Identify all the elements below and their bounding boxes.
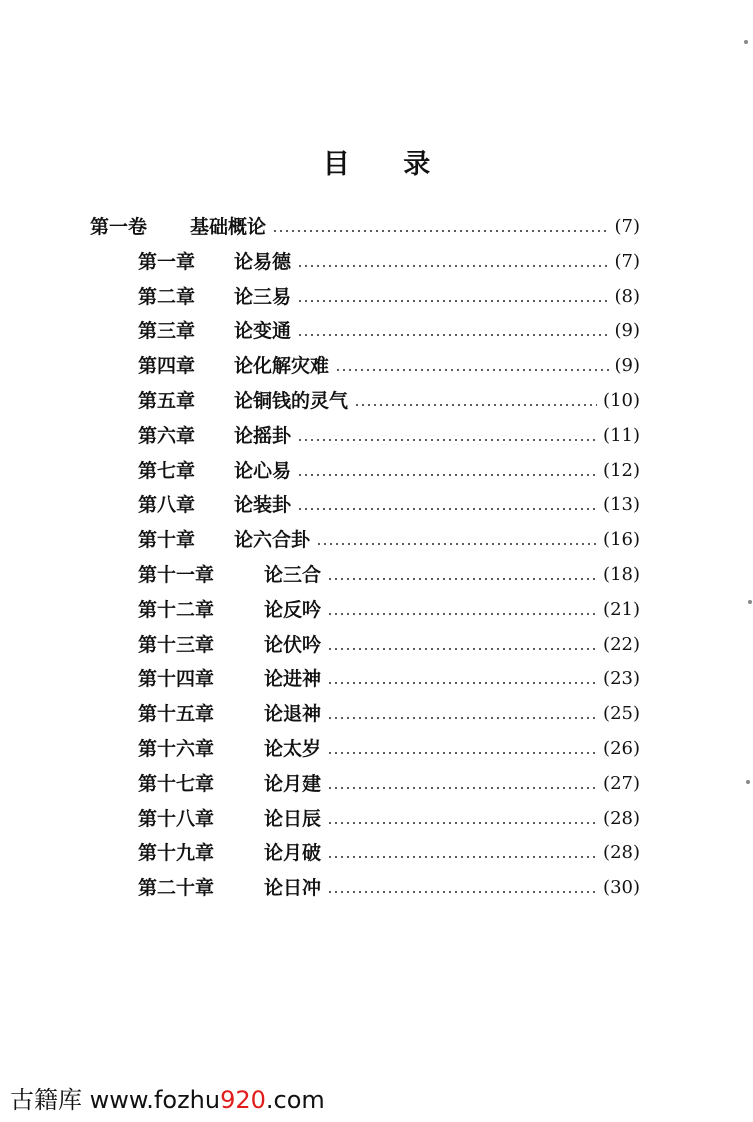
toc-chapter-row bbox=[138, 419, 640, 453]
toc-dot-leader bbox=[335, 369, 608, 371]
toc-chapter-label: 第三章 bbox=[138, 320, 196, 343]
toc-dot-leader bbox=[327, 856, 597, 858]
toc-chapter-label: 第六章 bbox=[138, 424, 196, 447]
toc-page-number: (25) bbox=[603, 703, 640, 725]
toc-dot-leader bbox=[316, 543, 597, 545]
toc-page-number: (13) bbox=[603, 494, 640, 516]
toc-title: 论月建 bbox=[264, 772, 322, 795]
toc-title: 论六合卦 bbox=[234, 529, 311, 552]
toc-title: 论反吟 bbox=[264, 598, 322, 621]
toc-page-number: (26) bbox=[603, 738, 640, 759]
toc-page-number: (9) bbox=[614, 355, 640, 377]
toc-volume-row bbox=[90, 210, 640, 244]
toc-chapter-row bbox=[138, 314, 640, 348]
toc-dot-leader bbox=[297, 474, 597, 476]
toc-page-number: (16) bbox=[603, 529, 640, 551]
toc-title: 论易德 bbox=[234, 250, 292, 273]
toc-chapter-row bbox=[138, 523, 640, 557]
toc-chapter-label: 第一卷 bbox=[90, 216, 148, 238]
toc-chapter-label: 第十六章 bbox=[138, 738, 215, 760]
toc-chapter-label: 第五章 bbox=[138, 390, 196, 412]
scan-speck bbox=[748, 600, 752, 604]
toc-dot-leader bbox=[327, 682, 597, 684]
scan-speck bbox=[746, 780, 750, 784]
toc-chapter-row bbox=[138, 871, 640, 905]
footer-site-suffix: .com bbox=[265, 1086, 325, 1114]
toc-page-number: (12) bbox=[603, 459, 640, 481]
toc-chapter-label: 第七章 bbox=[138, 459, 196, 482]
toc-title: 论铜钱的灵气 bbox=[234, 390, 349, 412]
toc-dot-leader bbox=[327, 648, 597, 650]
footer-site-number: 920 bbox=[220, 1086, 266, 1114]
toc-chapter-label: 第十一章 bbox=[138, 564, 215, 586]
toc-title: 论心易 bbox=[234, 459, 292, 482]
toc-page-number: (7) bbox=[614, 216, 640, 237]
toc-chapter-row bbox=[138, 349, 640, 383]
toc-title: 论日辰 bbox=[264, 807, 322, 830]
toc-title: 论三易 bbox=[234, 285, 292, 308]
toc-chapter-row bbox=[138, 245, 640, 279]
toc-page-number: (10) bbox=[603, 390, 640, 411]
toc-page-number: (22) bbox=[603, 633, 640, 655]
toc-dot-leader bbox=[297, 508, 597, 510]
toc-chapter-row bbox=[138, 802, 640, 836]
toc-title: 论摇卦 bbox=[234, 424, 292, 447]
toc-chapter-label: 第十章 bbox=[138, 529, 196, 552]
toc-chapter-row bbox=[138, 767, 640, 801]
toc-title: 基础概论 bbox=[190, 216, 267, 238]
toc-dot-leader bbox=[327, 578, 597, 580]
toc-dot-leader bbox=[327, 822, 597, 824]
toc-page-number: (28) bbox=[603, 807, 640, 829]
watermark-footer bbox=[10, 1080, 325, 1115]
toc-chapter-label: 第二章 bbox=[138, 285, 196, 308]
toc-chapter-label: 第十八章 bbox=[138, 807, 215, 830]
toc-chapter-label: 第十二章 bbox=[138, 598, 215, 621]
toc-chapter-row bbox=[138, 732, 640, 766]
toc-dot-leader bbox=[327, 891, 597, 893]
toc-chapter-row bbox=[138, 593, 640, 627]
toc-chapter-row bbox=[138, 628, 640, 662]
toc-title: 论月破 bbox=[264, 842, 322, 865]
toc-dot-leader bbox=[297, 334, 608, 336]
toc-dot-leader bbox=[297, 265, 608, 267]
scan-speck bbox=[744, 40, 748, 44]
toc-title: 论伏吟 bbox=[264, 633, 322, 656]
toc-dot-leader bbox=[327, 717, 597, 719]
toc-title: 论三合 bbox=[264, 564, 322, 586]
toc-chapter-label: 第十五章 bbox=[138, 703, 215, 726]
toc-chapter-label: 第十九章 bbox=[138, 842, 215, 865]
toc-chapter-row bbox=[138, 384, 640, 418]
toc-page-number: (7) bbox=[614, 250, 640, 272]
toc-dot-leader bbox=[327, 787, 597, 789]
toc-chapter-label: 第八章 bbox=[138, 494, 196, 517]
toc-title: 论进神 bbox=[264, 668, 322, 691]
toc-chapter-row bbox=[138, 454, 640, 488]
toc-chapter-row bbox=[138, 280, 640, 314]
toc-page-number: (18) bbox=[603, 564, 640, 585]
toc-chapter-label: 第十七章 bbox=[138, 772, 215, 795]
toc-chapter-row bbox=[138, 662, 640, 696]
toc-title: 论变通 bbox=[234, 320, 292, 343]
toc-chapter-row bbox=[138, 836, 640, 870]
toc-title: 论退神 bbox=[264, 703, 322, 726]
toc-dot-leader bbox=[354, 404, 597, 406]
toc-chapter-label: 第一章 bbox=[138, 250, 196, 273]
toc-dot-leader bbox=[272, 230, 608, 232]
toc-chapter-row bbox=[138, 697, 640, 731]
toc-chapter-label: 第二十章 bbox=[138, 877, 215, 900]
toc-chapter-row bbox=[138, 558, 640, 592]
page-title: 目 录 bbox=[322, 149, 453, 180]
toc-chapter-label: 第十四章 bbox=[138, 668, 215, 691]
toc-title: 论化解灾难 bbox=[234, 355, 330, 378]
toc-chapter-label: 第四章 bbox=[138, 355, 196, 378]
toc-chapter-label: 第十三章 bbox=[138, 633, 215, 656]
toc-dot-leader bbox=[297, 300, 608, 302]
toc-title: 论装卦 bbox=[234, 494, 292, 517]
toc-chapter-row bbox=[138, 488, 640, 522]
toc-page-number: (21) bbox=[603, 598, 640, 620]
toc-page-number: (8) bbox=[614, 285, 640, 307]
toc-page-number: (30) bbox=[603, 877, 640, 899]
toc-title: 论日冲 bbox=[264, 877, 322, 900]
footer-site-name: 古籍库 www.fozhu bbox=[10, 1086, 221, 1114]
toc-page-number: (28) bbox=[603, 842, 640, 864]
toc-page-number: (27) bbox=[603, 772, 640, 794]
toc-dot-leader bbox=[327, 752, 597, 754]
toc-page-number: (23) bbox=[603, 668, 640, 690]
toc-page-number: (9) bbox=[614, 320, 640, 342]
toc-dot-leader bbox=[327, 613, 597, 615]
toc-page-number: (11) bbox=[603, 424, 640, 446]
toc-dot-leader bbox=[297, 439, 597, 441]
toc-title: 论太岁 bbox=[264, 738, 322, 760]
